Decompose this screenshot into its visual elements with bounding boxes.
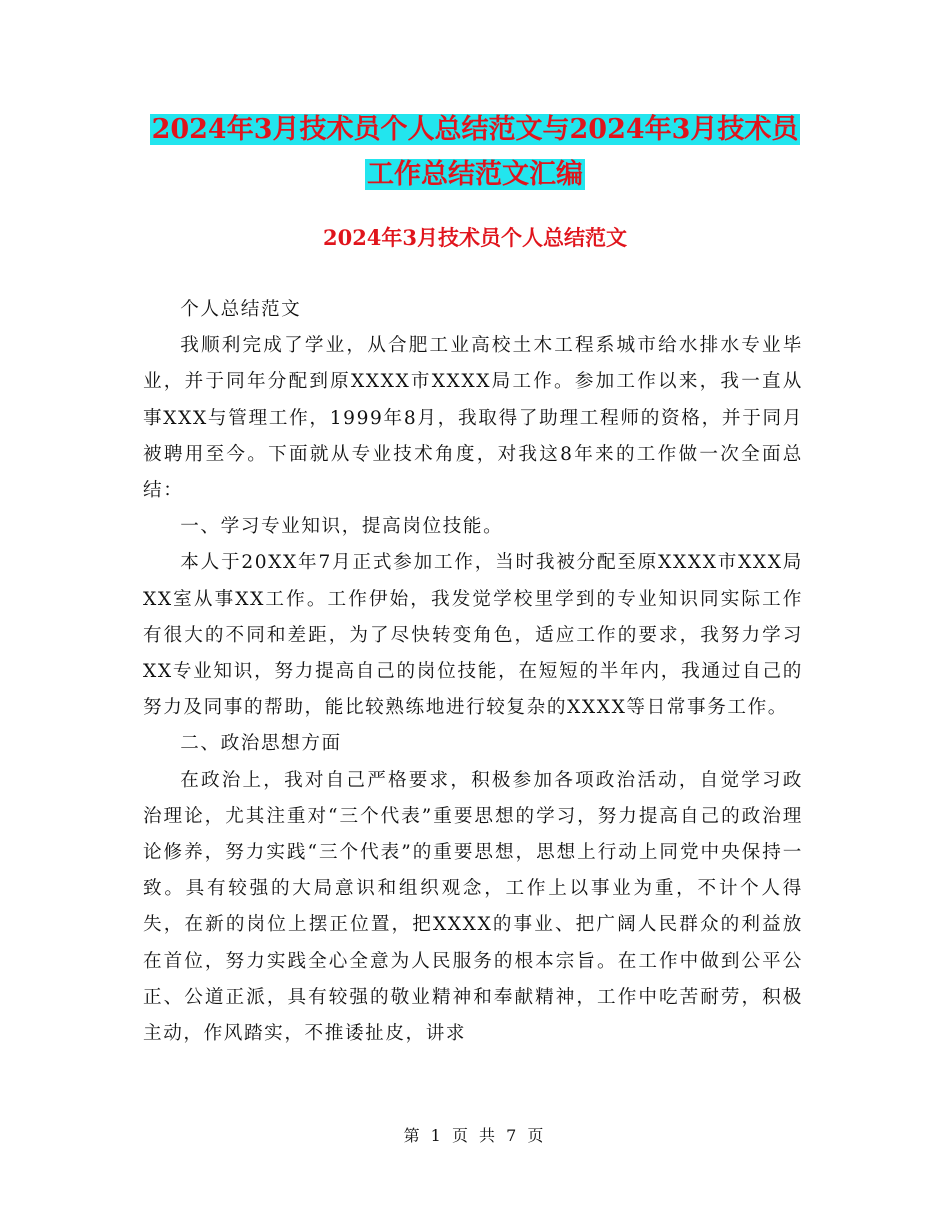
section-title: 2024年3月技术员个人总结范文	[322, 225, 628, 250]
paragraph: 在政治上，我对自己严格要求，积极参加各项政治活动，自觉学习政治理论，尤其注重对“三个代表”重要思想的学习，努力提高自己的政治理论修养，努力实践“三个代表”的重要思想，思想上行动上同党中央保持一致。具有较强的大局意识和组织观念，工作上以事业为重，不计个人得失，在新的岗位上摆正位置，把XXXX的事业、把广阔人民群众的利益放在首位，努力实践全心全意为人民服务的根本宗旨。在工作中做到公平公正、公道正派，具有较强的敬业精神和奉献精神，工作中吃苦耐劳，积极主动，作风踏实，不推诿扯皮，讲求	[143, 769, 803, 1045]
document-title-line-2-text: 工作总结范文汇编	[367, 159, 583, 190]
paragraph: 我顺利完成了学业，从合肥工业高校土木工程系城市给水排水专业毕业，并于同年分配到原XXXX市XXXX局工作。参加工作以来，我一直从事XXX与管理工作，1999年8月，我取得了助理工程师的资格，并于同月被聘用至今。下面就从专业技术角度，对我这8年来的工作做一次全面总结：	[143, 335, 803, 502]
document-title-line-2	[0, 155, 950, 195]
document-title-line-1-text: 2024年3月技术员个人总结范文与2024年3月技术员	[151, 114, 799, 145]
paragraph: 本人于20XX年7月正式参加工作，当时我被分配至原XXXX市XXX局XX室从事XX工作。工作伊始，我发觉学校里学到的专业知识同实际工作有很大的不同和差距，为了尽快转变角色，适应工作的要求，我努力学习XX专业知识，努力提高自己的岗位技能，在短短的半年内，我通过自己的努力及同事的帮助，能比较熟练地进行较复杂的XXXX等日常事务工作。	[143, 552, 803, 719]
paragraph-subheading: 二、政治思想方面	[180, 733, 342, 755]
page-number-footer: 第 1 页 共 7 页	[403, 1126, 547, 1145]
paragraph-subheading: 一、学习专业知识，提高岗位技能。	[180, 516, 504, 538]
document-body	[143, 292, 803, 1052]
paragraph-heading: 个人总结范文	[180, 299, 302, 320]
document-title-line-1	[0, 110, 950, 150]
